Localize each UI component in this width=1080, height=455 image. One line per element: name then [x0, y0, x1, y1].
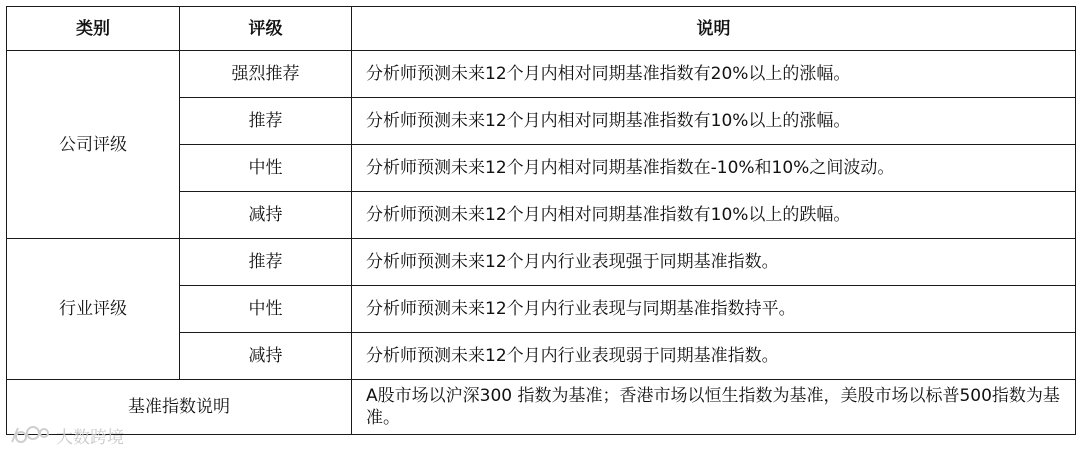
header-description: 说明 — [352, 7, 1076, 51]
benchmark-description: A股市场以沪深300 指数为基准；香港市场以恒生指数为基准，美股市场以标普500指数为基准。 — [352, 380, 1076, 435]
category-benchmark: 基准指数说明 — [7, 380, 352, 435]
table-row — [7, 51, 1076, 98]
rating-cell: 减持 — [180, 333, 352, 380]
category-industry: 行业评级 — [7, 239, 180, 380]
header-category: 类别 — [7, 7, 180, 51]
description-cell: 分析师预测未来12个月内相对同期基准指数有10%以上的涨幅。 — [352, 98, 1076, 145]
description-cell: 分析师预测未来12个月内相对同期基准指数有20%以上的涨幅。 — [352, 51, 1076, 98]
header-row — [7, 7, 1076, 51]
table-row — [7, 380, 1076, 435]
rating-definition-table — [6, 6, 1076, 435]
rating-cell: 推荐 — [180, 239, 352, 286]
rating-cell: 中性 — [180, 286, 352, 333]
description-cell: 分析师预测未来12个月内行业表现弱于同期基准指数。 — [352, 333, 1076, 380]
description-cell: 分析师预测未来12个月内相对同期基准指数在-10%和10%之间波动。 — [352, 145, 1076, 192]
rating-cell: 强烈推荐 — [180, 51, 352, 98]
table-row — [7, 239, 1076, 286]
description-cell: 分析师预测未来12个月内行业表现与同期基准指数持平。 — [352, 286, 1076, 333]
description-cell: 分析师预测未来12个月内相对同期基准指数有10%以上的跌幅。 — [352, 192, 1076, 239]
rating-cell: 减持 — [180, 192, 352, 239]
category-company: 公司评级 — [7, 51, 180, 239]
rating-cell: 推荐 — [180, 98, 352, 145]
watermark-text: 大数跨境 — [56, 427, 124, 448]
description-cell: 分析师预测未来12个月内行业表现强于同期基准指数。 — [352, 239, 1076, 286]
header-rating: 评级 — [180, 7, 352, 51]
rating-cell: 中性 — [180, 145, 352, 192]
